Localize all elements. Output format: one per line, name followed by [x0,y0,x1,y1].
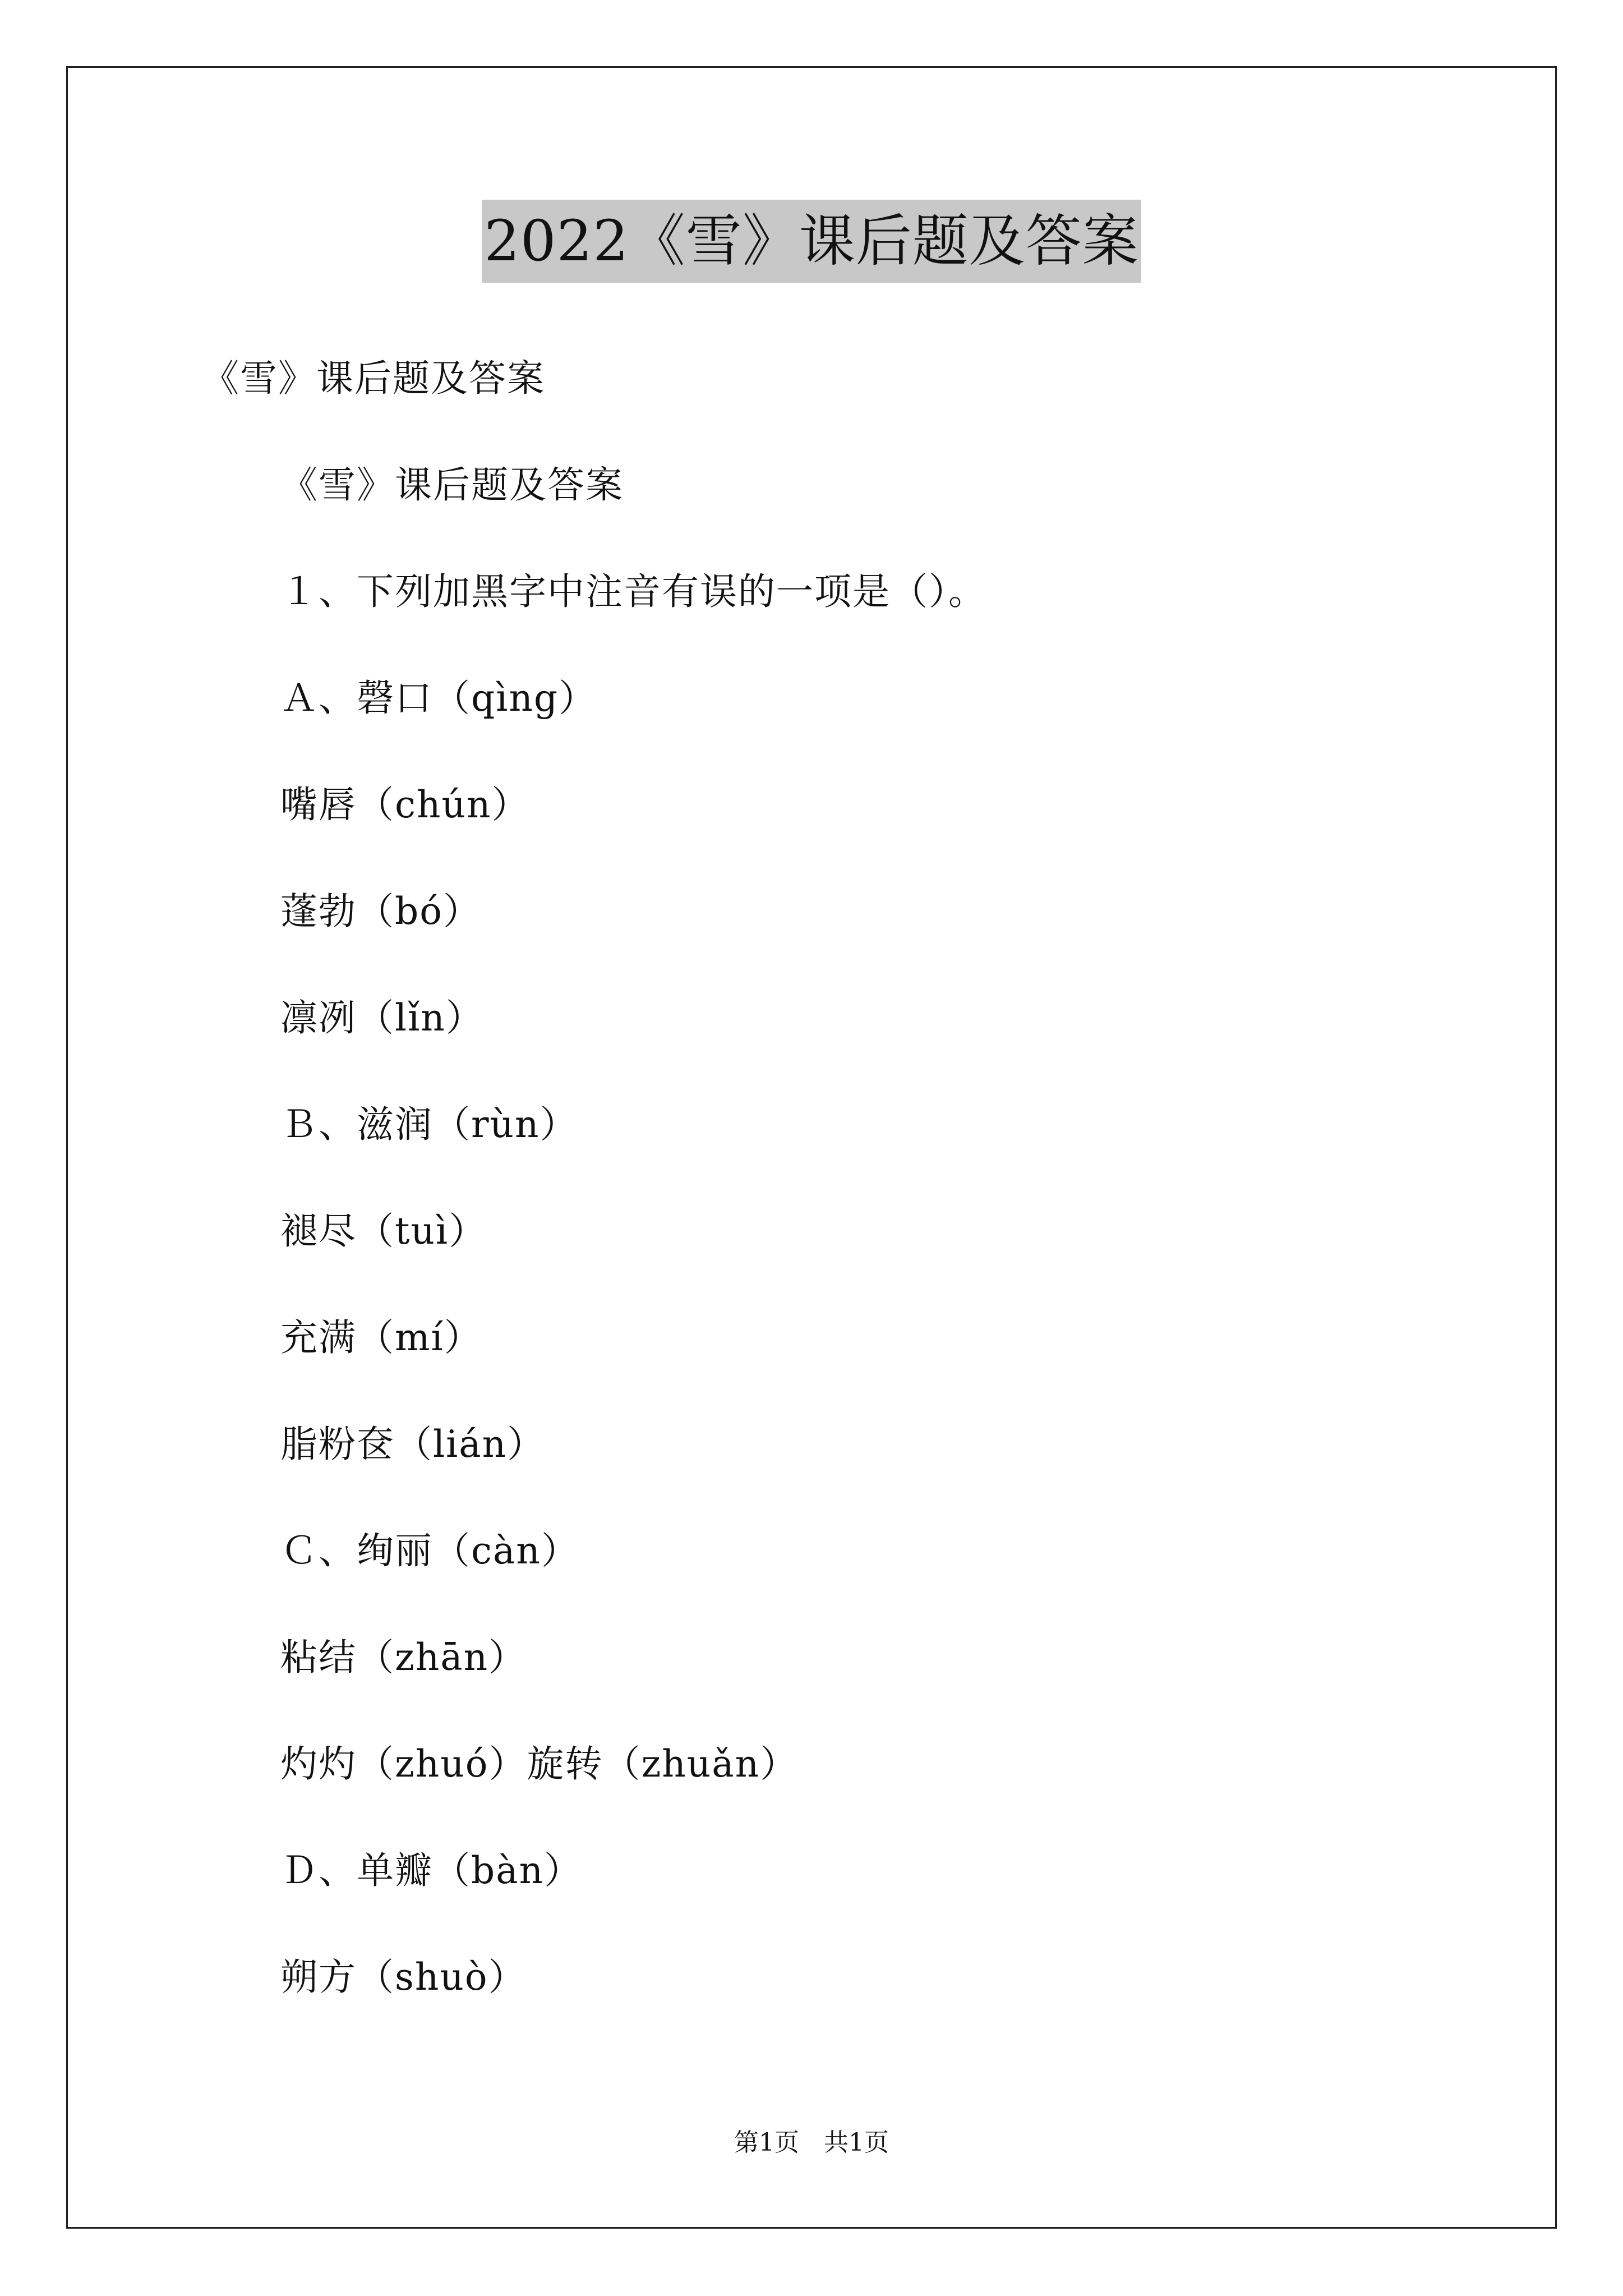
document-title: 2022《雪》课后题及答案 [482,200,1141,283]
page-footer: 第1页 共1页 [734,2128,889,2157]
option-a: Ａ、磬口（qìng） [280,677,597,720]
option-b-item-3: 充满（mí） [280,1316,482,1359]
option-b: Ｂ、滋润（rùn） [280,1103,578,1146]
option-a-item-2: 嘴唇（chún） [280,783,530,826]
question-1: １、下列加黑字中注音有误的一项是（）。 [280,570,986,613]
option-c-item-3: 灼灼（zhuó）旋转（zhuǎn） [280,1742,799,1786]
option-d-item-2: 朔方（shuò） [280,1955,527,1999]
option-a-item-4: 凛冽（lǐn） [280,996,484,1039]
title-container [0,200,1623,283]
option-b-item-2: 褪尽（tuì） [280,1209,487,1253]
option-c: Ｃ、绚丽（càn） [280,1529,579,1572]
option-b-item-4: 脂粉奁（lián） [280,1423,546,1466]
subtitle: 《雪》课后题及答案 [202,357,545,400]
option-c-item-2: 粘结（zhān） [280,1636,527,1679]
body-line-1: 《雪》课后题及答案 [280,463,624,507]
option-d: Ｄ、单瓣（bàn） [280,1849,583,1892]
option-a-item-3: 蓬勃（bó） [280,890,481,933]
